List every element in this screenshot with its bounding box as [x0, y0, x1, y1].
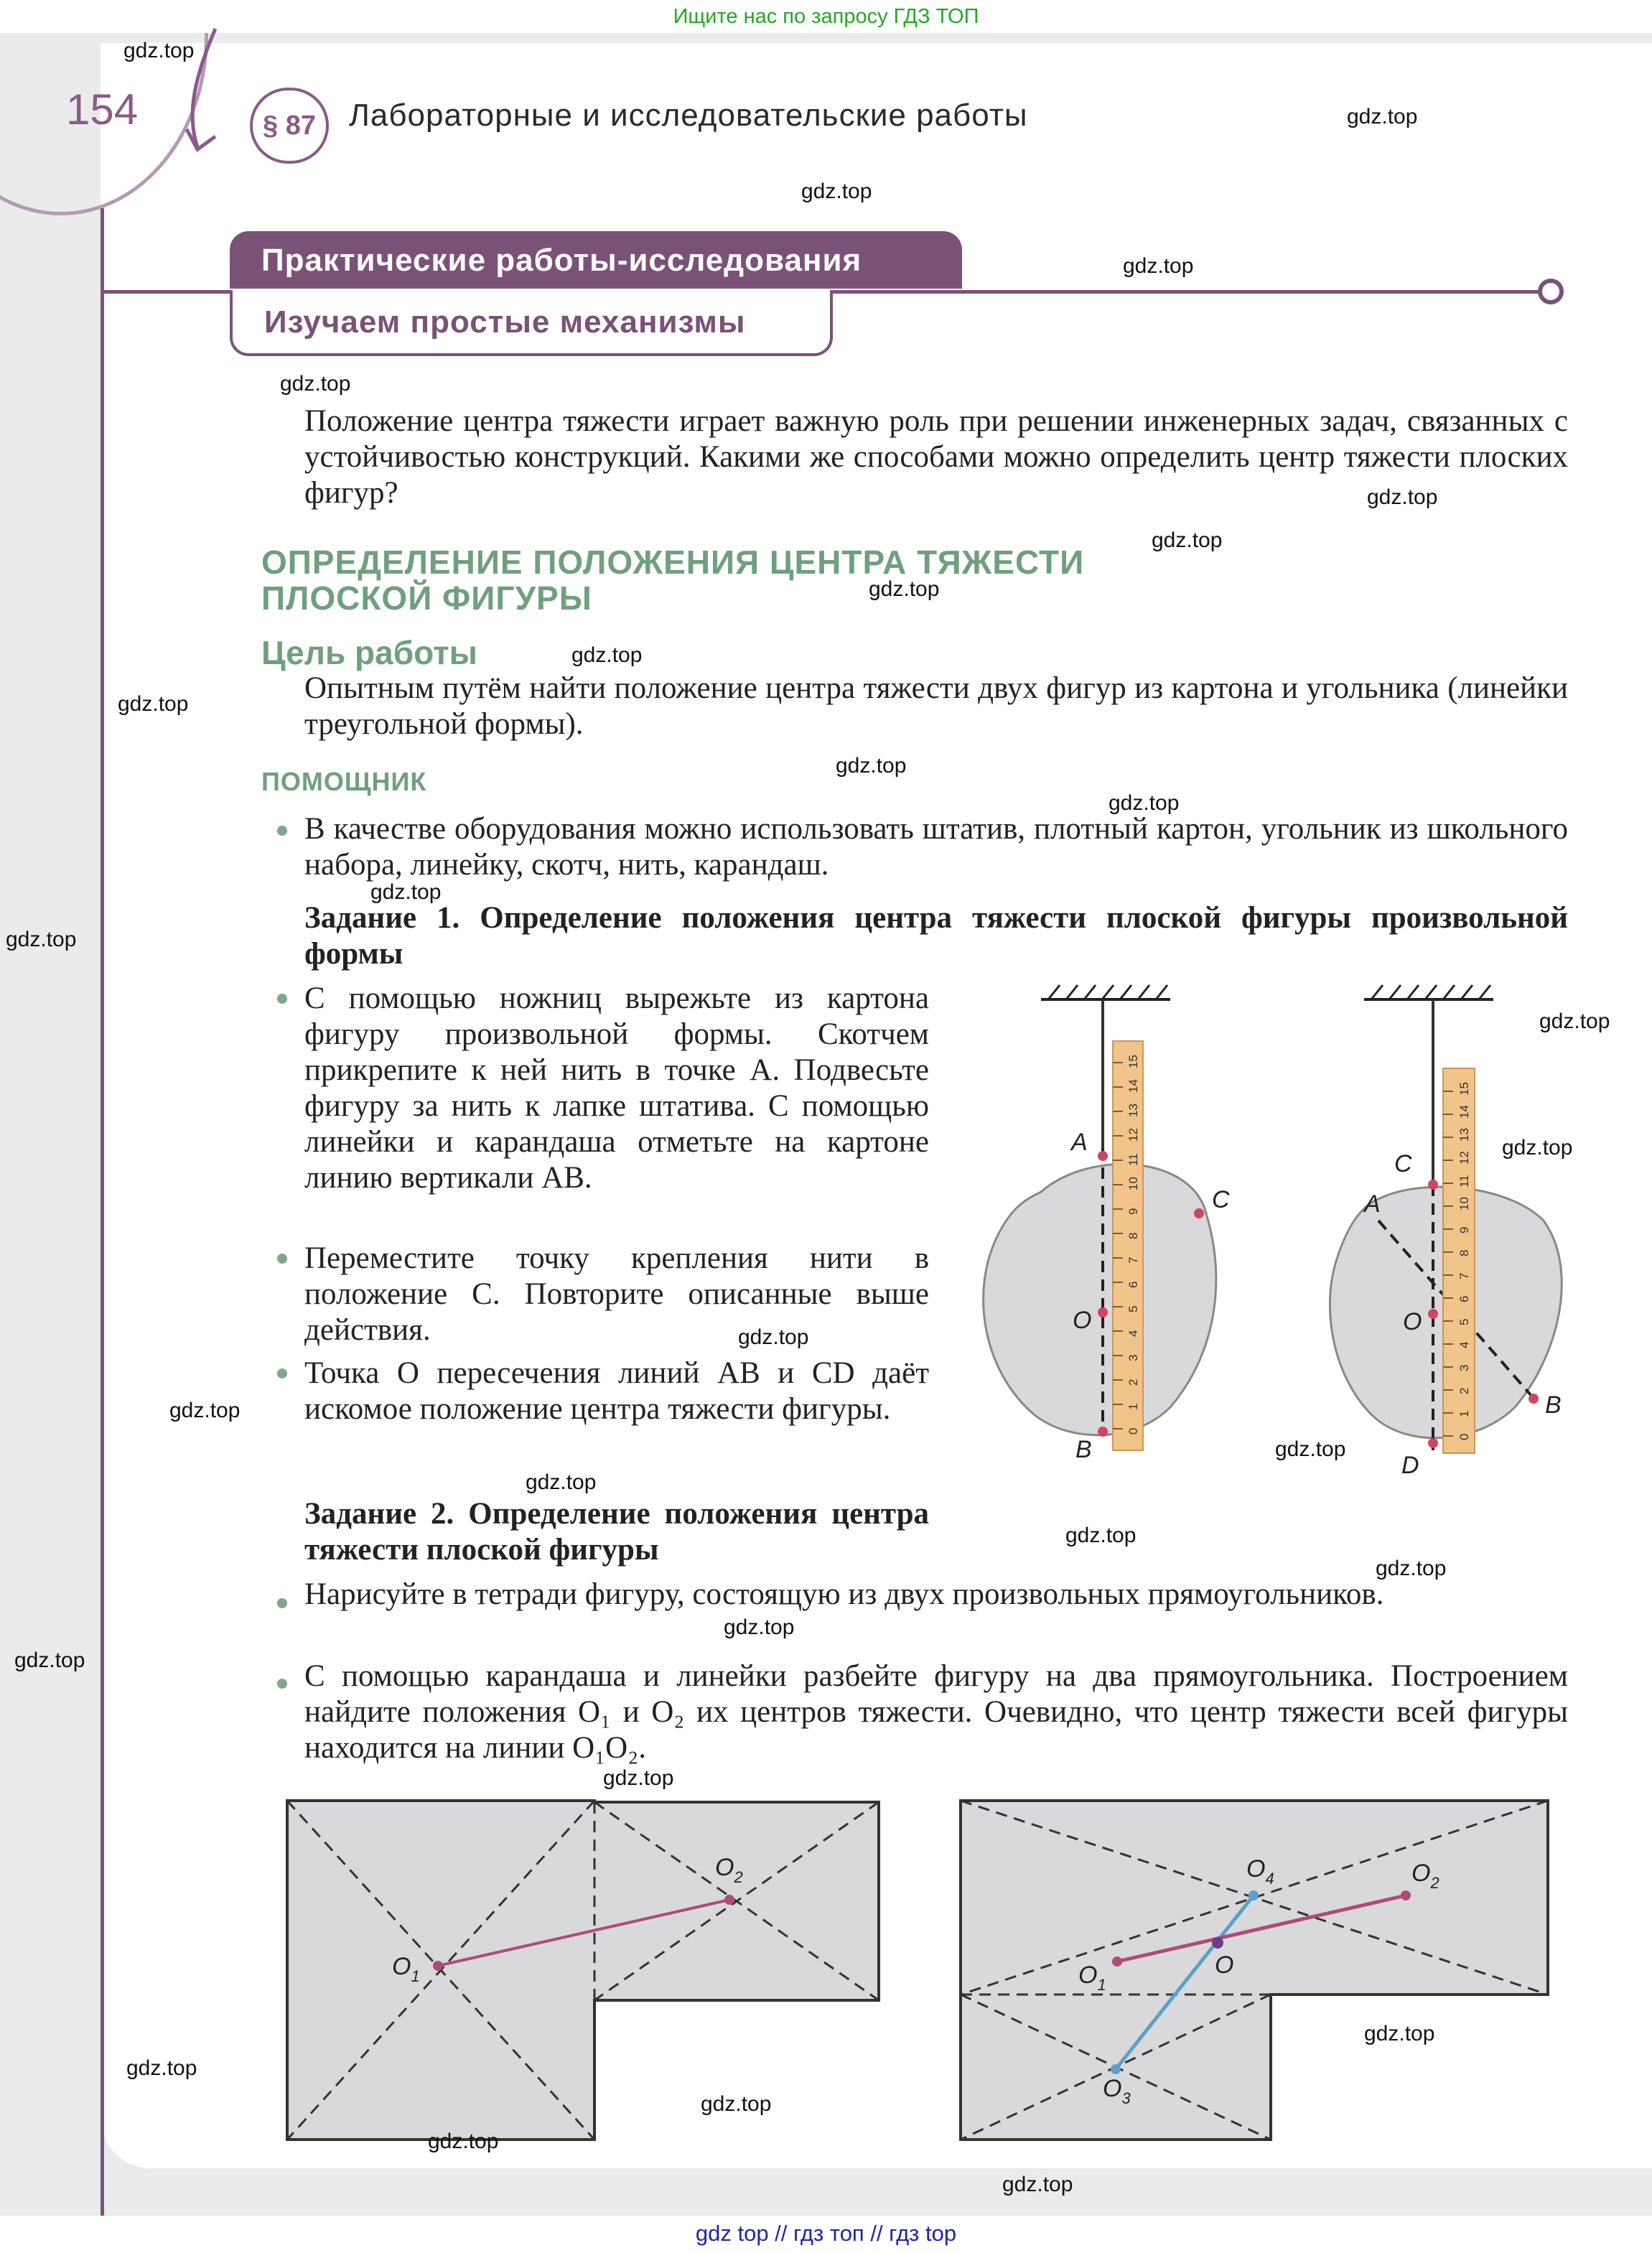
ruler-tick-label: 12	[1457, 1151, 1471, 1165]
ruler-tick-label: 10	[1457, 1197, 1471, 1211]
two-rectangles-illustration	[284, 1795, 1562, 2147]
ruler-tick-label: 6	[1126, 1281, 1140, 1288]
label-o2: $O_2$	[1411, 1860, 1439, 1892]
watermark: gdz.top	[1502, 1136, 1573, 1160]
ruler-tick-label: 8	[1457, 1249, 1471, 1256]
tab-simple-mechanisms	[230, 290, 833, 356]
ruler-tick-label: 15	[1457, 1082, 1471, 1096]
ruler-tick-label: 4	[1457, 1341, 1471, 1348]
ruler-tick-label: 2	[1457, 1387, 1471, 1394]
helper-bullet-1: В качестве оборудования можно использовать штатив, плотный картон, угольник из школьного набора, линейку, скотч, нить, карандаш.	[304, 812, 1568, 882]
left-cardboard-shape	[984, 1164, 1216, 1435]
tab-practical-work	[230, 231, 962, 289]
label-b: B	[1075, 1436, 1092, 1463]
watermark: gdz.top	[603, 1766, 674, 1790]
watermark: gdz.top	[724, 1615, 795, 1639]
ruler-tick-label: 9	[1457, 1226, 1471, 1233]
ruler-tick-label: 1	[1457, 1410, 1471, 1417]
label-c: C	[1394, 1150, 1412, 1177]
ruler-tick-label: 2	[1126, 1379, 1140, 1386]
label-c: C	[1212, 1186, 1230, 1213]
watermark: gdz.top	[428, 2130, 499, 2153]
ruler-tick-label: 7	[1126, 1256, 1140, 1264]
watermark: gdz.top	[123, 39, 195, 62]
tab-practical-work-label: Практические работы-исследования	[261, 243, 862, 278]
bullet-icon	[277, 1598, 287, 1608]
right-composite-shape	[961, 1801, 1548, 2140]
watermark: gdz.top	[571, 643, 643, 667]
left-ruler	[1113, 1041, 1143, 1450]
label-o2: $O_2$	[715, 1854, 743, 1886]
goal-heading: Цель работы	[261, 634, 477, 671]
watermark: gdz.top	[1152, 528, 1223, 552]
point-o-marker	[1098, 1307, 1108, 1317]
task1-bullet-1: С помощью ножниц вырежьте из картона фигуру произвольной формы. Скотчем прикрепите к ней нить в точке A. Подвесьте фигуру за нить к лапке штатива. С помощью линейки и карандаша отметьте на картоне линию вертикали AB.	[304, 981, 929, 1195]
watermark: gdz.top	[701, 2092, 772, 2116]
ruler-tick-label: 11	[1457, 1175, 1471, 1188]
point-b-marker	[1098, 1427, 1108, 1437]
watermark: gdz.top	[526, 1470, 597, 1494]
ruler-tick-label: 14	[1457, 1105, 1471, 1119]
section-badge: § 87	[250, 88, 329, 164]
label-d: D	[1401, 1452, 1419, 1479]
label-a: A	[1071, 1129, 1088, 1156]
ruler-tick-label: 3	[1126, 1354, 1140, 1361]
ruler-tick-label: 1	[1126, 1403, 1140, 1410]
watermark: gdz.top	[1065, 1524, 1137, 1547]
task2-title: Задание 2. Определение положения центра тяжести плоской фигуры	[304, 1497, 929, 1567]
bullet-icon	[277, 1679, 287, 1689]
label-o1: $O_1$	[1078, 1962, 1106, 1994]
ruler-tick-label: 6	[1457, 1295, 1471, 1302]
label-o: O	[1215, 1951, 1234, 1979]
point-o-marker	[1428, 1309, 1438, 1319]
ruler-tick-label: 13	[1126, 1104, 1140, 1117]
watermark: gdz.top	[14, 1648, 85, 1672]
bullet-icon	[277, 826, 287, 836]
intro-paragraph: Положение центра тяжести играет важную роль при решении инженерных задач, связанных с устойчивостью конструкций. Какими же способами можно определить центр тяжести плоских фигур?	[304, 404, 1568, 510]
bottom-banner[interactable]	[0, 2216, 1652, 2253]
watermark: gdz.top	[738, 1325, 809, 1349]
label-a: A	[1364, 1190, 1381, 1218]
ruler-tick-label: 0	[1457, 1433, 1471, 1440]
watermark: gdz.top	[1123, 254, 1194, 278]
point-c-marker	[1194, 1208, 1204, 1218]
goal-text: Опытным путём найти положение центра тяжести двух фигур из картона и угольника (линейки треугольной формы).	[304, 671, 1568, 741]
section-heading-line1: ОПРЕДЕЛЕНИЕ ПОЛОЖЕНИЯ ЦЕНТРА ТЯЖЕСТИ	[261, 544, 1085, 581]
label-o: O	[1073, 1307, 1092, 1334]
margin-vertical-line	[101, 208, 104, 2219]
ruler-tick-label: 4	[1126, 1330, 1140, 1337]
tab-simple-mechanisms-label: Изучаем простые механизмы	[264, 304, 746, 340]
point-c-marker	[1428, 1180, 1438, 1190]
watermark: gdz.top	[280, 372, 351, 396]
ruler-tick-label: 0	[1126, 1427, 1140, 1435]
watermark: gdz.top	[801, 179, 872, 203]
point-a-marker	[1098, 1151, 1108, 1161]
watermark: gdz.top	[1539, 1009, 1610, 1033]
bottom-banner-text[interactable]: gdz top // гдз топ // гдз top	[695, 2221, 957, 2246]
bullet-icon	[277, 994, 287, 1004]
label-o: O	[1403, 1308, 1422, 1335]
helper-heading: ПОМОЩНИК	[261, 767, 427, 796]
watermark: gdz.top	[126, 2056, 197, 2080]
ruler-tick-label: 14	[1126, 1079, 1140, 1093]
ruler-tick-label: 11	[1126, 1153, 1140, 1166]
watermark: gdz.top	[1109, 791, 1180, 815]
ruler-tick-label: 5	[1457, 1318, 1471, 1325]
label-b: B	[1545, 1391, 1562, 1419]
header-rule-end	[1538, 279, 1564, 304]
ruler-tick-label: 15	[1126, 1055, 1140, 1068]
watermark: gdz.top	[1364, 2022, 1435, 2046]
task2-bullet-2: С помощью карандаша и линейки разбейте фигуру на два прямоугольника. Построением найдите положения O₁ и O₂ их центров тяжести. Очевидно, что центр тяжести всей фигуры находится на линии O₁O₂.	[304, 1659, 1568, 1765]
ruler-tick-label: 12	[1126, 1128, 1140, 1142]
label-o4: $O_4$	[1246, 1855, 1274, 1888]
ruler-tick-label: 8	[1126, 1232, 1140, 1239]
task1-title: Задание 1. Определение положения центра тяжести плоской фигуры произвольной формы	[304, 901, 1568, 971]
page-number: 154	[66, 85, 139, 134]
ruler-tick-label: 7	[1457, 1272, 1471, 1279]
watermark: gdz.top	[869, 577, 940, 601]
section-heading-line2: ПЛОСКОЙ ФИГУРЫ	[261, 579, 592, 617]
watermark: gdz.top	[1367, 485, 1438, 509]
ruler-tick-label: 5	[1126, 1305, 1140, 1312]
task1-bullet-2: Переместите точку крепления нити в положение C. Повторите описанные выше действия.	[304, 1241, 929, 1347]
right-ruler	[1443, 1068, 1475, 1453]
point-d-marker	[1428, 1438, 1438, 1448]
ruler-tick-label: 10	[1126, 1177, 1140, 1190]
task1-bullet-3: Точка O пересечения линий AB и CD даёт искомое положение центра тяжести фигуры.	[304, 1356, 929, 1426]
watermark: gdz.top	[1347, 105, 1418, 129]
top-banner-text[interactable]: Ищите нас по запросу ГДЗ ТОП	[673, 5, 979, 28]
label-o1: $O_1$	[392, 1953, 420, 1985]
watermark: gdz.top	[118, 692, 189, 716]
watermark: gdz.top	[6, 928, 77, 951]
watermark: gdz.top	[1275, 1437, 1346, 1461]
ruler-tick-label: 9	[1126, 1208, 1140, 1215]
ruler-tick-label: 13	[1457, 1128, 1471, 1142]
watermark: gdz.top	[836, 754, 907, 778]
suspended-figures-illustration	[962, 984, 1579, 1501]
point-b-marker	[1529, 1394, 1539, 1404]
bullet-icon	[277, 1368, 287, 1379]
section-title: Лабораторные и исследовательские работы	[349, 98, 1028, 133]
watermark: gdz.top	[169, 1399, 241, 1422]
ruler-tick-label: 3	[1457, 1364, 1471, 1371]
task2-bullet-1: Нарисуйте в тетради фигуру, состоящую из двух произвольных прямоугольников.	[304, 1577, 1384, 1611]
watermark: gdz.top	[1002, 2173, 1073, 2196]
label-o3: $O_3$	[1103, 2075, 1131, 2107]
left-composite-shape	[287, 1801, 879, 2140]
watermark: gdz.top	[1376, 1557, 1447, 1580]
bullet-icon	[277, 1254, 287, 1264]
watermark: gdz.top	[370, 880, 442, 904]
